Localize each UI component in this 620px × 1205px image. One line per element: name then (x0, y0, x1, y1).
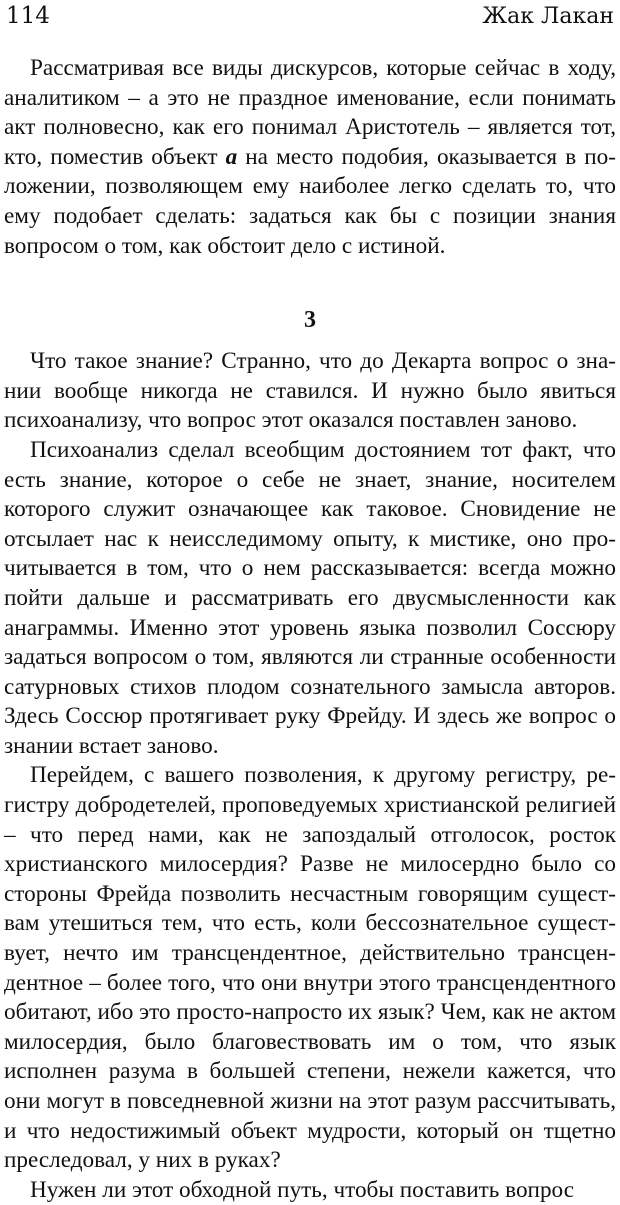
running-title: Жак Лакан (482, 4, 614, 29)
paragraph-text: Рассматривая все виды дискурсов, которые сейчас в ходу, аналитиком – а это не праздное именование, если понимать акт полновесно, как его понимал Аристотель – является тот, кто, поместив объект (4, 55, 616, 170)
object-a-variable: а (225, 143, 238, 170)
section-number: 3 (304, 307, 316, 334)
paragraph: Перейдем, с вашего позволения, к другому регистру, регистру добродетелей, проповедуемых христианской религией – что перед нами, как не запоздалый отголосок, росток христианского милосердия? Разве не милосердно было со стороны Фрейда позволить несчастным говорящим существам утешиться тем, что есть, коли бессознательное существует, нечто им трансцендентное, действительно трансцендентное – более того, что они внутри этого трансцендентного обитают, ибо это просто-напросто их язык? Чем, как не актом милосердия, было благовествовать им о том, что язык исполнен разума в большей степени, нежели кажется, что они могут в повседневной жизни на этот разум рассчитывать, и что недостижимый объект мудрости, который он тщетно преследовал, у них в руках? (4, 762, 616, 1174)
paragraph-text: на место подобия, оказывается в положении, позволяющем ему наиболее легко сделать то, что ему подобает сделать: задаться как бы с позиции знания вопросом о том, как обстоит дело с истиной. (4, 143, 616, 259)
paragraph (4, 54, 616, 261)
page-number: 114 (6, 3, 50, 29)
paragraph: Психоанализ сделал всеобщим достоянием тот факт, что есть знание, которое о себе не знает, знание, носителем которого служит означающее как таковое. Сновидение не отсылает нас к неисследимому опыту, к мистике, оно прочитывается в том, что о нем рассказывается: всегда можно пойти дальше и рассматривать его двусмысленности как анаграммы. Именно этот уровень языка позволил Соссюру задаться вопросом о том, являются ли странные особенности сатурновых стихов плодом сознательного замысла авторов. Здесь Соссюр протягивает руку Фрейду. И здесь же вопрос о знании встает заново. (4, 436, 616, 759)
paragraph: Что такое знание? Странно, что до Декарта вопрос о знании вообще никогда не ставился. И нужно было явиться психоанализу, что вопрос этот оказался поставлен заново. (4, 348, 616, 434)
running-header (6, 2, 614, 30)
paragraph: Нужен ли этот обходной путь, чтобы поставить вопрос (30, 1176, 575, 1203)
page-body (4, 54, 616, 1205)
